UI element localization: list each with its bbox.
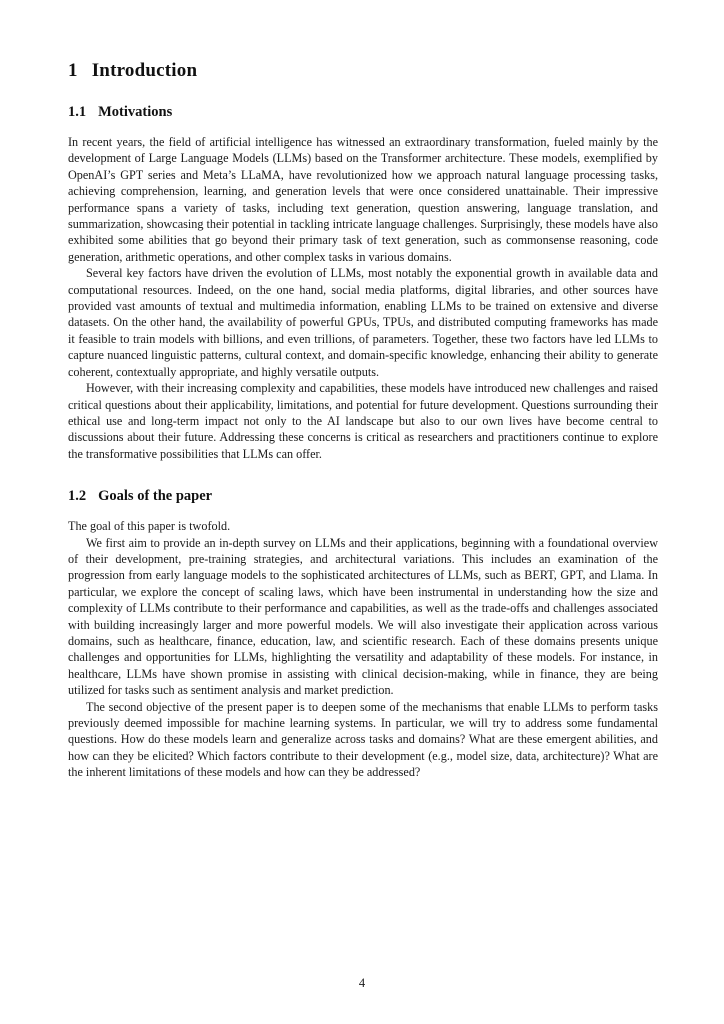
paragraph-motivations-1: In recent years, the field of artificial intelligence has witnessed an extraordinary transformation, fueled mainly by the development of Large Language Models (LLMs) based on the Transformer architecture. These models, exemplified by OpenAI’s GPT series and Meta’s LLaMA, have revolutionized how we approach natural language processing tasks, achieving comprehension, learning, and generation levels that were once considered unattainable. Their impressive performance spans a variety of tasks, including text generation, question answering, language translation, and summarization, showcasing their potential in tackling intricate language challenges. Surprisingly, these models have also exhibited some abilities that go beyond their primary task of text generation, such as commonsense reasoning, code generation, arithmetic operations, and other complex tasks in various domains. <box>68 135 658 264</box>
subsection-title: Motivations <box>98 104 173 120</box>
section-title: Introduction <box>91 60 198 81</box>
subsection-number: 1.1 <box>68 104 87 120</box>
page-number: 4 <box>358 976 366 990</box>
subsection-number: 1.2 <box>68 488 87 505</box>
section-heading <box>68 60 658 82</box>
paper-content <box>68 60 658 781</box>
subsection-heading-motivations <box>68 104 658 121</box>
paragraph-motivations-2: Several key factors have driven the evolution of LLMs, most notably the exponential growth in available data and computational resources. Indeed, on the one hand, social media platforms, digital libraries, and other sources have provided vast amounts of textual and multimedia information, enabling LLMs to be trained on extensive and diverse datasets. On the other hand, the availability of powerful GPUs, TPUs, and distributed computing frameworks has made it feasible to train models with billions, and even trillions, of parameters. Together, these two factors have led LLMs to capture nuanced linguistic patterns, cultural context, and domain-specific knowledge, enhancing their ability to generate coherent, contextually appropriate, and highly versatile outputs. <box>68 266 658 379</box>
paragraph-motivations-3: However, with their increasing complexity and capabilities, these models have introduced new challenges and raised critical questions about their applicability, limitations, and potential for future development. Questions surrounding their ethical use and long-term impact not only to the AI landscape but also to our own lives have become central to discussions about their future. Addressing these concerns is critical as researchers and practitioners continue to explore the transformative possibilities that LLMs can offer. <box>68 381 658 461</box>
section-number: 1 <box>68 60 78 81</box>
paragraph-goals-1: The goal of this paper is twofold. <box>68 519 231 534</box>
subsection-title: Goals of the paper <box>98 488 213 505</box>
paragraph-goals-2: We first aim to provide an in-depth survey on LLMs and their applications, beginning with a foundational overview of their development, pre-training strategies, and architectural variations. This includes an examination of the progression from early language models to the sophisticated architectures of LLMs, such as BERT, GPT, and Llama. In particular, we explore the concept of scaling laws, which have been instrumental in understanding how the size and complexity of LLMs contribute to their performance and capabilities, as well as the trade-offs and challenges associated with building increasingly larger and more powerful models. We will also investigate their application across various domains, such as healthcare, finance, education, law, and scientific research. Each of these domains presents unique challenges and opportunities for LLMs, highlighting the versatility and adaptability of these models. For instance, in healthcare, LLMs have shown promise in assisting with clinical decision-making, while in finance, they are being utilized for tasks such as sentiment analysis and market prediction. <box>68 535 658 698</box>
subsection-heading-goals <box>68 488 658 505</box>
paragraph-goals-3: The second objective of the present paper is to deepen some of the mechanisms that enable LLMs to perform tasks previously deemed impossible for machine learning systems. In particular, we will try to address some fundamental questions. How do these models learn and generalize across tasks and domains? What are these emergent abilities, and how can they be elicited? Which factors contribute to their development (e.g., model size, data, architecture)? What are the inherent limitations of these models and how can they be addressed? <box>68 699 658 780</box>
